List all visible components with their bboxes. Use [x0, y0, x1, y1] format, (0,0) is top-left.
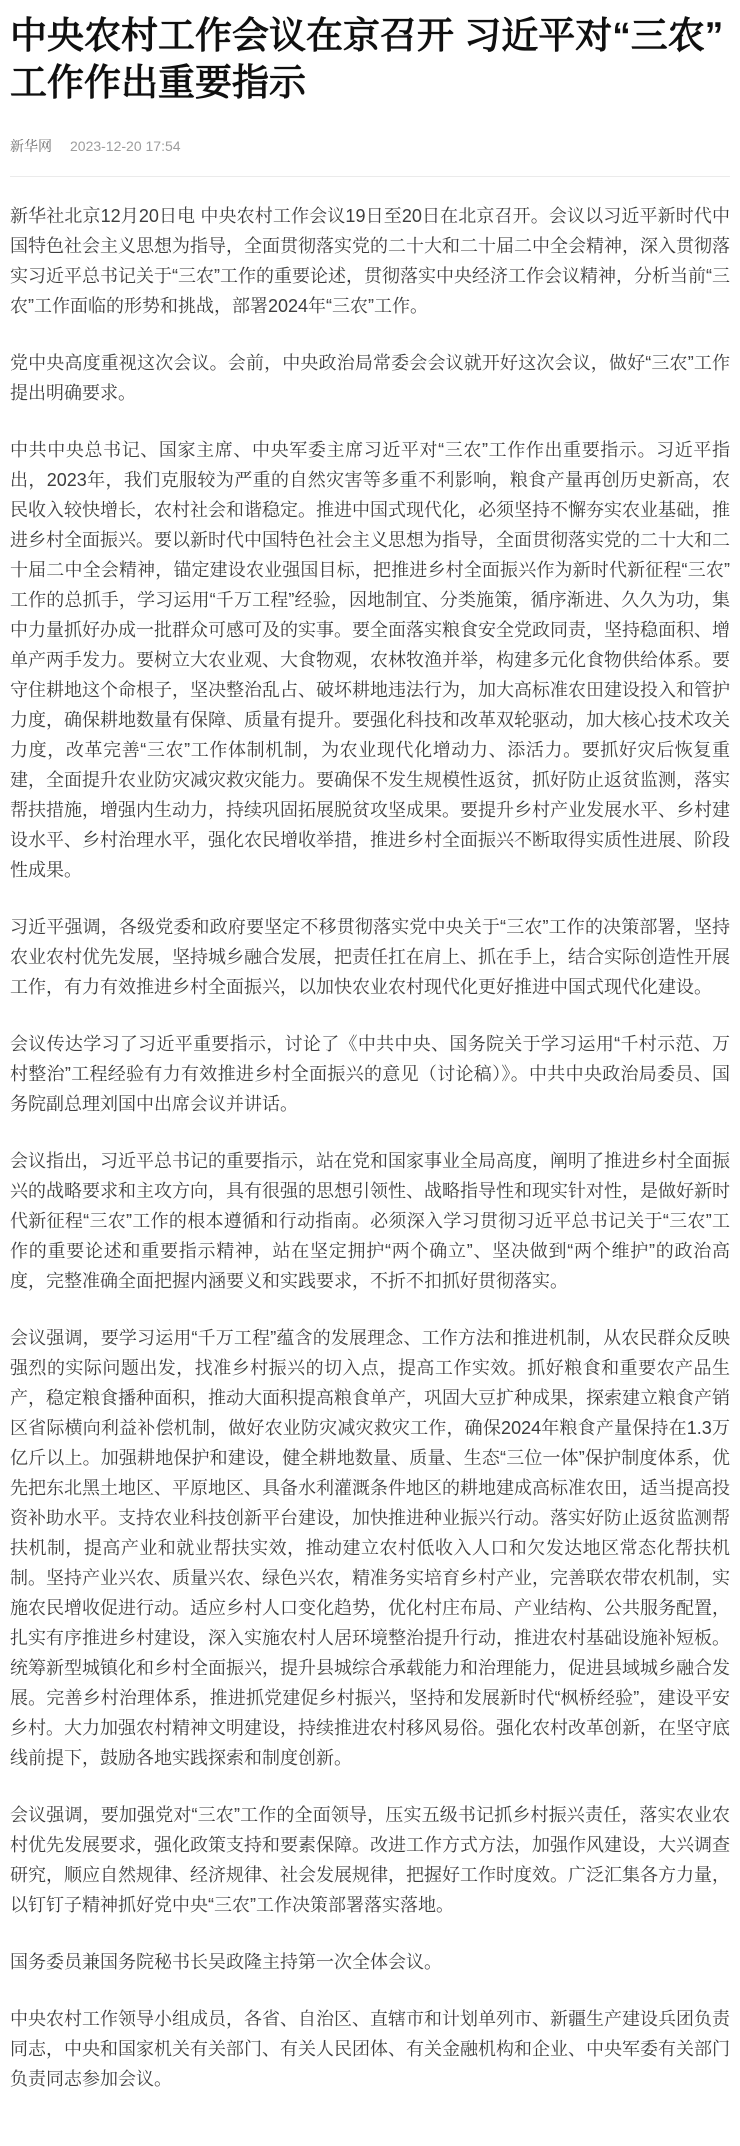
- article-paragraph: 习近平强调，各级党委和政府要坚定不移贯彻落实党中央关于“三农”工作的决策部署，坚持农业农村优先发展，坚持城乡融合发展，把责任扛在肩上、抓在手上，结合实际创造性开展工作，有力有效推进乡村全面振兴，以加快农业农村现代化更好推进中国式现代化建设。: [10, 917, 730, 997]
- article-paragraph: 新华社北京12月20日电 中央农村工作会议19日至20日在北京召开。会议以习近平新时代中国特色社会主义思想为指导，全面贯彻落实党的二十大和二十届二中全会精神，深入贯彻落实习近平总书记关于“三农”工作的重要论述，贯彻落实中央经济工作会议精神，分析当前“三农”工作面临的形势和挑战，部署2024年“三农”工作。: [10, 206, 730, 316]
- article-paragraph: 国务委员兼国务院秘书长吴政隆主持第一次全体会议。: [10, 1952, 442, 1972]
- article-paragraph: 会议强调，要学习运用“千万工程”蕴含的发展理念、工作方法和推进机制，从农民群众反映强烈的实际问题出发，找准乡村振兴的切入点，提高工作实效。抓好粮食和重要农产品生产，稳定粮食播种面积，推动大面积提高粮食单产，巩固大豆扩种成果，探索建立粮食产销区省际横向利益补偿机制，做好农业防灾减灾救灾工作，确保2024年粮食产量保持在1.3万亿斤以上。加强耕地保护和建设，健全耕地数量、质量、生态“三位一体”保护制度体系，优先把东北黑土地区、平原地区、具备水利灌溉条件地区的耕地建成高标准农田，适当提高投资补助水平。支持农业科技创新平台建设，加快推进种业振兴行动。落实好防止返贫监测帮扶机制，提高产业和就业帮扶实效，推动建立农村低收入人口和欠发达地区常态化帮扶机制。坚持产业兴农、质量兴农、绿色兴农，精准务实培育乡村产业，完善联农带农机制，实施农民增收促进行动。适应乡村人口变化趋势，优化村庄布局、产业结构、公共服务配置，扎实有序推进乡村建设，深入实施农村人居环境整治提升行动，推进农村基础设施补短板。统筹新型城镇化和乡村全面振兴，提升县城综合承载能力和治理能力，促进县域城乡融合发展。完善乡村治理体系，推进抓党建促乡村振兴，坚持和发展新时代“枫桥经验”，建设平安乡村。大力加强农村精神文明建设，持续推进农村移风易俗。强化农村改革创新，在坚守底线前提下，鼓励各地实践探索和制度创新。: [10, 1328, 730, 1768]
- article-paragraph: 中共中央总书记、国家主席、中央军委主席习近平对“三农”工作作出重要指示。习近平指出，2023年，我们克服较为严重的自然灾害等多重不利影响，粮食产量再创历史新高，农民收入较快增长，农村社会和谐稳定。推进中国式现代化，必须坚持不懈夯实农业基础，推进乡村全面振兴。要以新时代中国特色社会主义思想为指导，全面贯彻落实党的二十大和二十届二中全会精神，锚定建设农业强国目标，把推进乡村全面振兴作为新时代新征程“三农”工作的总抓手，学习运用“千万工程”经验，因地制宜、分类施策，循序渐进、久久为功，集中力量抓好办成一批群众可感可及的实事。要全面落实粮食安全党政同责，坚持稳面积、增单产两手发力。要树立大农业观、大食物观，农林牧渔并举，构建多元化食物供给体系。要守住耕地这个命根子，坚决整治乱占、破坏耕地违法行为，加大高标准农田建设投入和管护力度，确保耕地数量有保障、质量有提升。要强化科技和改革双轮驱动，加大核心技术攻关力度，改革完善“三农”工作体制机制，为农业现代化增动力、添活力。要抓好灾后恢复重建，全面提升农业防灾减灾救灾能力。要确保不发生规模性返贫，抓好防止返贫监测，落实帮扶措施，增强内生动力，持续巩固拓展脱贫攻坚成果。要提升乡村产业发展水平、乡村建设水平、乡村治理水平，强化农民增收举措，推进乡村全面振兴不断取得实质性进展、阶段性成果。: [10, 440, 730, 880]
- article-paragraph: 会议强调，要加强党对“三农”工作的全面领导，压实五级书记抓乡村振兴责任，落实农业农村优先发展要求，强化政策支持和要素保障。改进工作方式方法，加强作风建设，大兴调查研究，顺应自然规律、经济规律、社会发展规律，把握好工作时度效。广泛汇集各方力量，以钉钉子精神抓好党中央“三农”工作决策部署落实落地。: [10, 1805, 730, 1915]
- header-divider: [10, 176, 730, 177]
- article-body: [10, 201, 730, 2094]
- article-paragraph: 会议指出，习近平总书记的重要指示，站在党和国家事业全局高度，阐明了推进乡村全面振兴的战略要求和主攻方向，具有很强的思想引领性、战略指导性和现实针对性，是做好新时代新征程“三农”工作的根本遵循和行动指南。必须深入学习贯彻习近平总书记关于“三农”工作的重要论述和重要指示精神，站在坚定拥护“两个确立”、坚决做到“两个维护”的政治高度，完整准确全面把握内涵要义和实践要求，不折不扣抓好贯彻落实。: [10, 1151, 730, 1291]
- article-paragraph: 中央农村工作领导小组成员，各省、自治区、直辖市和计划单列市、新疆生产建设兵团负责同志，中央和国家机关有关部门、有关人民团体、有关金融机构和企业、中央军委有关部门负责同志参加会议。: [10, 2009, 730, 2089]
- article-paragraph: 党中央高度重视这次会议。会前，中央政治局常委会会议就开好这次会议，做好“三农”工作提出明确要求。: [10, 353, 730, 403]
- article-meta: [10, 138, 730, 154]
- article-source: 新华网: [10, 138, 52, 154]
- article-timestamp: 2023-12-20 17:54: [70, 138, 181, 154]
- article-paragraph: 会议传达学习了习近平重要指示，讨论了《中共中央、国务院关于学习运用“千村示范、万村整治”工程经验有力有效推进乡村全面振兴的意见（讨论稿）》。中共中央政治局委员、国务院副总理刘国中出席会议并讲话。: [10, 1034, 730, 1114]
- article-title: 中央农村工作会议在京召开 习近平对“三农”工作作出重要指示: [10, 15, 724, 103]
